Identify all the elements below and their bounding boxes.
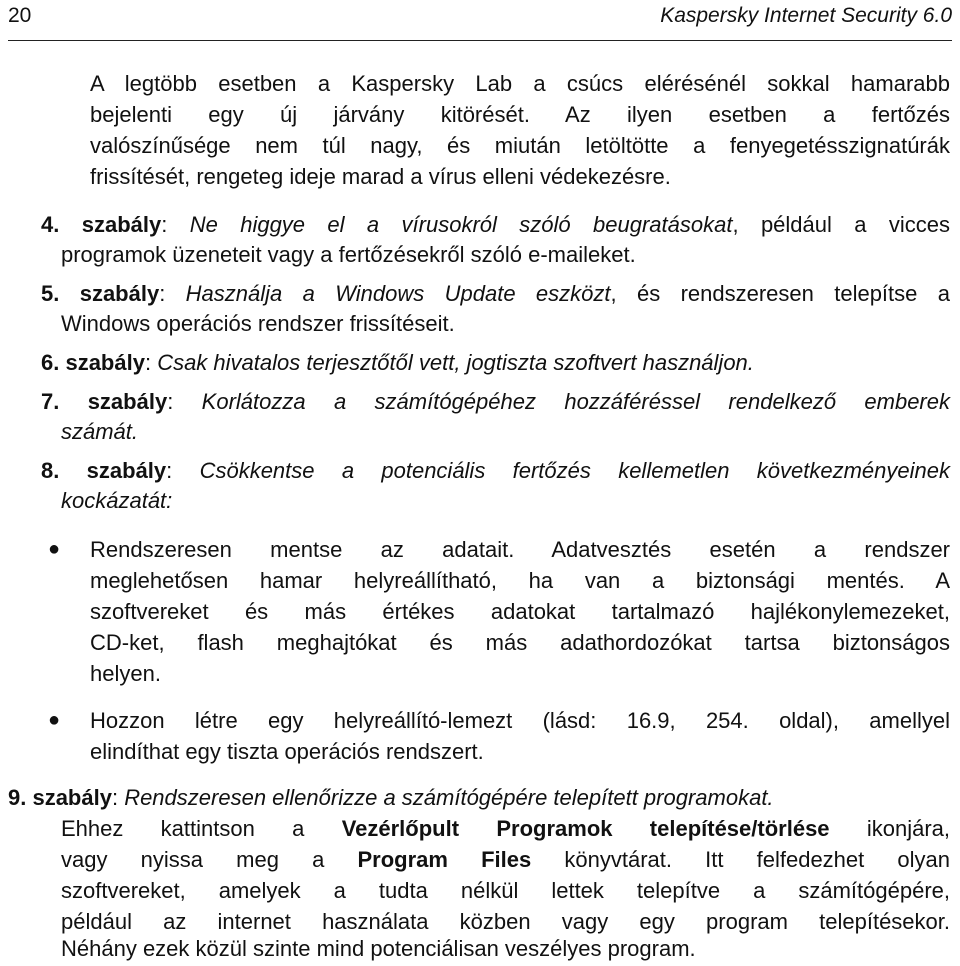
rule-7-title: Korlátozza a számítógépéhez hozzáféréssel rendelkező emberek <box>201 389 950 414</box>
rule-9-body-line-2 <box>61 845 950 874</box>
rule-9-body-line-3: szoftvereket, amelyek a tudta nélkül lettek telepítve a számítógépére, <box>61 878 950 903</box>
bullet-2-line-1: Hozzon létre egy helyreállító-lemezt (lásd: 16.9, 254. oldal), amellyel <box>90 708 950 733</box>
bullet-1-line-5: helyen. <box>90 661 161 686</box>
rule-8-title: Csökkentse a potenciális fertőzés kellemetlen következményeinek <box>199 458 950 483</box>
bullet-1-line-2: meglehetősen hamar helyreállítható, ha van a biztonsági mentés. A <box>90 568 950 593</box>
rule-6-sep: : <box>144 350 158 375</box>
rule-6 <box>41 348 950 377</box>
rule-9-body-line-4: például az internet használata közben vagy egy program telepítésekor. <box>61 909 950 934</box>
rule-7-line-2 <box>61 417 950 446</box>
bullet-icon: ● <box>48 709 61 731</box>
bullet-2-line-2: elindíthat egy tiszta operációs rendszert. <box>90 739 484 764</box>
rule-9-body-line-1 <box>61 814 950 843</box>
rule-4-title: Ne higgye el a vírusokról szóló beugratásokat <box>189 212 733 237</box>
rule-5-sep: : <box>159 281 186 306</box>
rule-9-sep: : <box>111 785 125 810</box>
rule-4-rest: , például a vicces <box>732 212 951 237</box>
rule-6-label: 6. szabály <box>41 350 145 375</box>
rule-8-line-2 <box>61 486 950 515</box>
rule-9-text: ikonjára, <box>829 816 950 841</box>
bullet-icon: ● <box>48 538 61 560</box>
rule-8-sep: : <box>166 458 200 483</box>
rule-6-title: Csak hivatalos terjesztőtől vett, jogtiszta szoftvert használjon. <box>157 350 754 375</box>
rule-9-text: vagy nyissa meg a <box>61 847 358 872</box>
rule-7-sep: : <box>167 389 202 414</box>
bullet-1-line-1: Rendszeresen mentse az adatait. Adatvesztés esetén a rendszer <box>90 537 950 562</box>
rule-9-body-line-5: Néhány ezek közül szinte mind potenciálisan veszélyes program. <box>61 936 696 961</box>
rule-9-label: 9. szabály <box>8 785 112 810</box>
rule-5-title: Használja a Windows Update eszközt <box>185 281 611 306</box>
bullet-1-line-3: szoftvereket és más értékes adatokat tartalmazó hajlékonylemezeket, <box>90 599 950 624</box>
rule-9-text: könyvtárat. Itt felfedezhet olyan <box>531 847 951 872</box>
rule-4-label: 4. szabály <box>41 212 162 237</box>
rule-9 <box>8 783 950 812</box>
rule-4-line-2: programok üzeneteit vagy a fertőzésekről szóló e-maileket. <box>61 242 636 267</box>
rule-8 <box>41 456 950 485</box>
program-files-folder: Program Files <box>357 847 532 872</box>
rule-5 <box>41 279 950 308</box>
running-title: Kaspersky Internet Security 6.0 <box>660 4 952 27</box>
rule-5-label: 5. szabály <box>41 281 160 306</box>
rule-8-label: 8. szabály <box>41 458 167 483</box>
rule-7-label: 7. szabály <box>41 389 168 414</box>
rule-7-title-cont: számát. <box>61 419 139 444</box>
intro-line-2: bejelenti egy új járvány kitörését. Az ilyen esetben a fertőzés <box>90 102 950 127</box>
page-header <box>8 0 952 41</box>
page-number: 20 <box>8 4 32 27</box>
rule-5-line-2: Windows operációs rendszer frissítéseit. <box>61 311 455 336</box>
rule-9-text: Ehhez kattintson a <box>61 816 342 841</box>
intro-line-4: frissítését, rengeteg ideje marad a vírus elleni védekezésre. <box>90 164 671 189</box>
rule-4 <box>41 210 950 239</box>
rule-5-rest: , és rendszeresen telepítse a <box>610 281 950 306</box>
control-panel-path: Vezérlőpult Programok telepítése/törlése <box>341 816 830 841</box>
intro-line-1: A legtöbb esetben a Kaspersky Lab a csúcs elérésénél sokkal hamarabb <box>90 71 950 96</box>
bullet-1-line-4: CD-ket, flash meghajtókat és más adathordozókat tartsa biztonságos <box>90 630 950 655</box>
rule-9-title: Rendszeresen ellenőrizze a számítógépére telepített programokat. <box>124 785 774 810</box>
rule-7 <box>41 387 950 416</box>
intro-line-3: valószínűsége nem túl nagy, és miután letöltötte a fenyegetésszignatúrák <box>90 133 950 158</box>
rule-8-title-cont: kockázatát: <box>61 488 173 513</box>
rule-4-sep: : <box>161 212 190 237</box>
